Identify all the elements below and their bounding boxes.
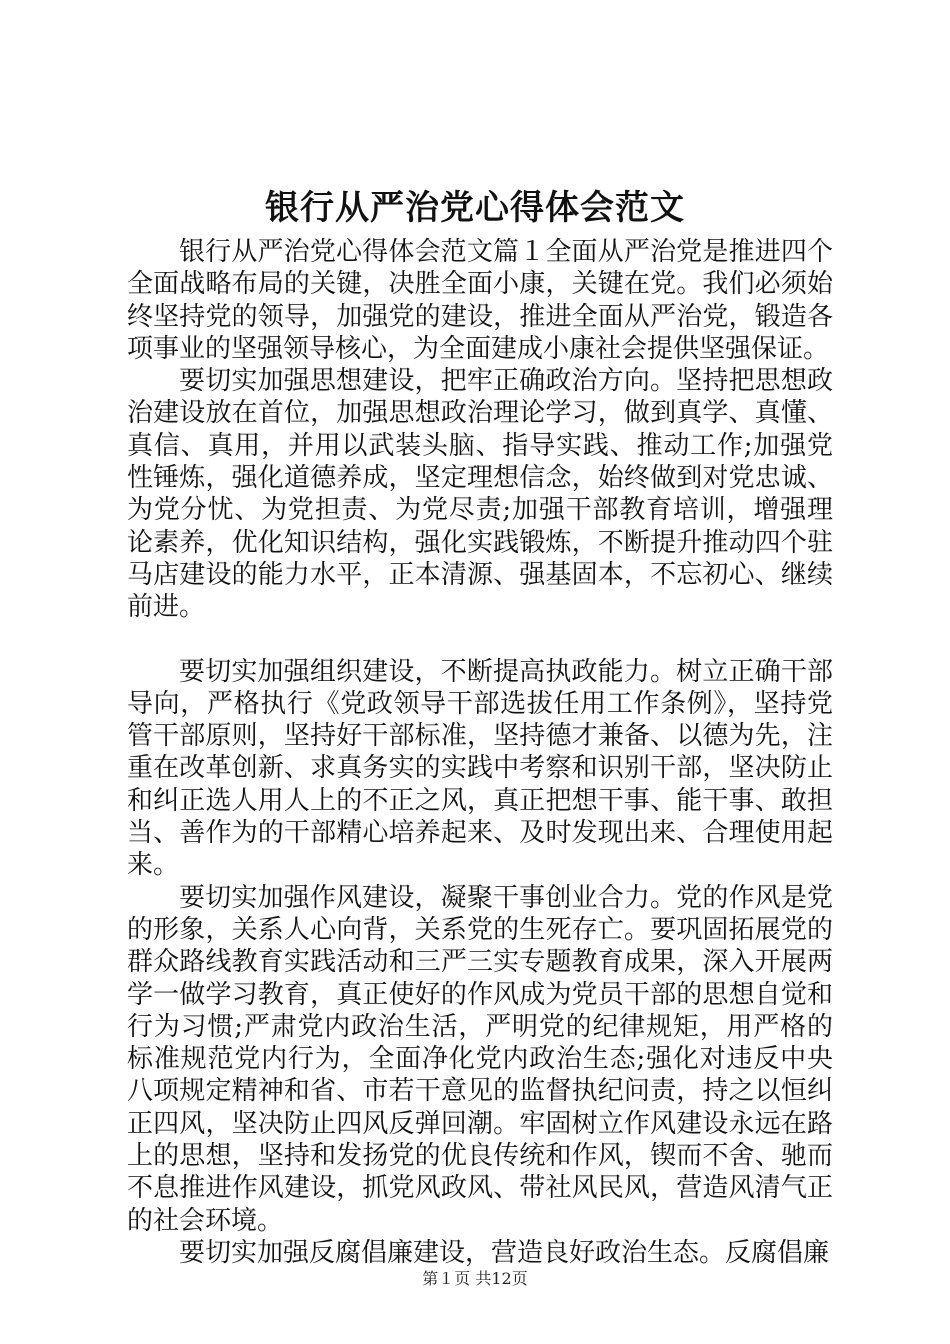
paragraph-2: 要切实加强思想建设，把牢正确政治方向。坚持把思想政治建设放在首位，加强思想政治理论学习，做到真学、真懂、真信、真用，并用以武装头脑、指导实践、推动工作;加强党性锤炼，强化道德养成，坚定理想信念，始终做到对党忠诚、为党分忧、为党担责、为党尽责;加强干部教育培训，增强理论素养，优化知识结构，强化实践锻炼，不断提升推动四个驻马店建设的能力水平，正本清源、强基固本，不忘初心、继续前进。: [127, 366, 833, 623]
document-body: [127, 236, 833, 1269]
paragraph-1: 银行从严治党心得体会范文篇１全面从严治党是推进四个全面战略布局的关键，决胜全面小康，关键在党。我们必须始终坚持党的领导，加强党的建设，推进全面从严治党，锻造各项事业的坚强领导核心，为全面建成小康社会提供坚强保证。: [127, 237, 833, 364]
page-title: 银行从严治党心得体会范文: [265, 188, 685, 228]
paragraph-4: 要切实加强作风建设，凝聚干事创业合力。党的作风是党的形象，关系人心向背，关系党的生死存亡。要巩固拓展党的群众路线教育实践活动和三严三实专题教育成果，深入开展两学一做学习教育，真正使好的作风成为党员干部的思想自觉和行为习惯;严肃党内政治生活，严明党的纪律规矩，用严格的标准规范党内行为，全面净化党内政治生态;强化对违反中央八项规定精神和省、市若干意见的监督执纪问责，持之以恒纠正四风，坚决防止四风反弹回潮。牢固树立作风建设永远在路上的思想，坚持和发扬党的优良传统和作风，锲而不舍、驰而不息推进作风建设，抓党风政风、带社风民风，营造风清气正的社会环境。: [127, 882, 833, 1236]
paragraph-5: 要切实加强反腐倡廉建设，营造良好政治生态。反腐倡廉: [179, 1237, 830, 1268]
page-footer: 第１页 共12页: [422, 1269, 528, 1288]
paragraph-gap: [127, 624, 833, 656]
paragraph-3: 要切实加强组织建设，不断提高执政能力。树立正确干部导向，严格执行《党政领导干部选拔任用工作条例》，坚持党管干部原则，坚持好干部标准，坚持德才兼备、以德为先，注重在改革创新、求真务实的实践中考察和识别干部，坚决防止和纠正选人用人上的不正之风，真正把想干事、能干事、敢担当、善作为的干部精心培养起来、及时发现出来、合理使用起来。: [127, 656, 833, 881]
